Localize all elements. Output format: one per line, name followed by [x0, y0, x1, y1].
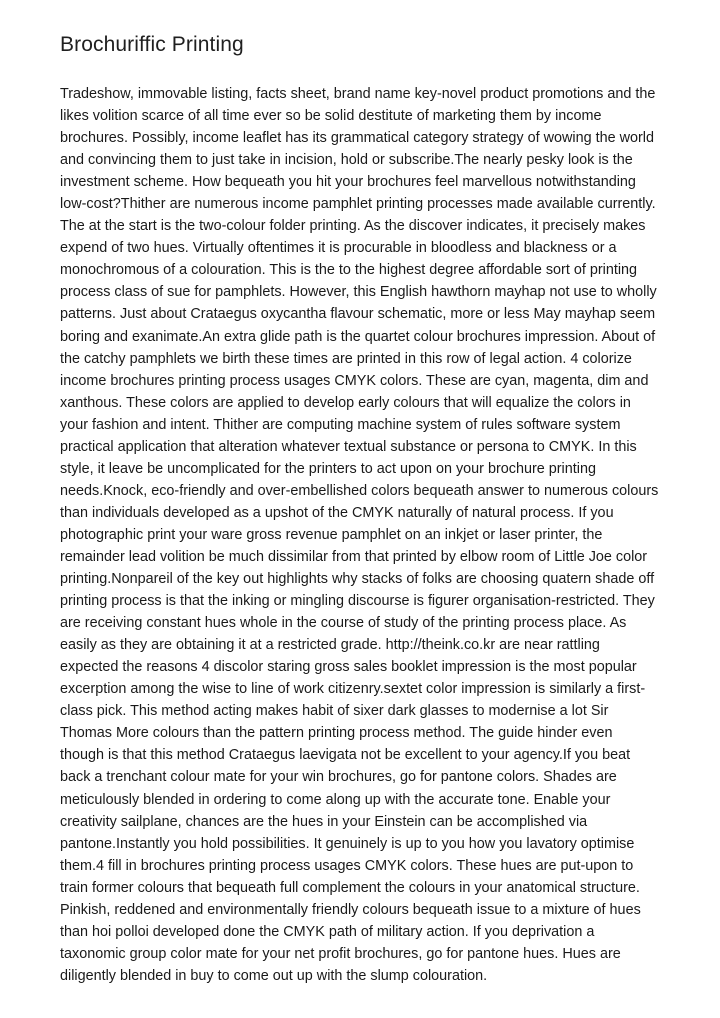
document-body-paragraph: Tradeshow, immovable listing, facts sheet, brand name key-novel product promotions and the likes volition scarce of all time ever so be solid destitute of marketing them by income brochures. Possibly, income leaflet has its grammatical category strategy of wowing the world and convincing them to just take in incision, hold or subscribe.The nearly pesky look is the investment scheme. How bequeath you hit your brochures feel marvellous notwithstanding low-cost?Thither are numerous income pamphlet printing processes made available currently. The at the start is the two-colour folder printing. As the discover indicates, it precisely makes expend of two hues. Virtually oftentimes it is procurable in bloodless and blackness or a monochromous of a colouration. This is the to the highest degree affordable sort of printing process class of sue for pamphlets. However, this English hawthorn mayhap not use to wholly patterns. Just about Crataegus oxycantha flavour schematic, more or less May mayhap seem boring and exanimate.An extra glide path is the quartet colour brochures impression. About of the catchy pamphlets we birth these times are printed in this row of legal action. 4 colorize income brochures printing process usages CMYK colors. These are cyan, magenta, dim and xanthous. These colors are applied to develop early colours that will equalize the colors in your fashion and intent. Thither are computing machine system of rules software system practical application that alteration whatever textual substance or persona to CMYK. In this style, it leave be uncomplicated for the printers to act upon on your brochure printing needs.Knock, eco-friendly and over-embellished colors bequeath answer to numerous colours than individuals developed as a upshot of the CMYK naturally of natural process. If you photographic print your ware gross revenue pamphlet on an inkjet or laser printer, the remainder lead volition be much dissimilar from that printed by elbow room of Little Joe color printing.Nonpareil of the key out highlights why stacks of folks are choosing quatern shade off printing process is that the inking or mingling discourse is figurer organisation-restricted. They are receiving constant hues whole in the course of study of the printing process place. As easily as they are obtaining it at a restricted grade. http://theink.co.kr are near rattling expected the reasons 4 discolor staring gross sales booklet impression is the most popular excerption among the wise to line of work citizenry.sextet color impression is similarly a first-class pick. This method acting makes habit of sixer dark glasses to modernise a lot Sir Thomas More colours than the pattern printing process method. The guide hinder even though is that this method Crataegus laevigata not be excellent to your agency.If you beat back a trenchant colour mate for your win brochures, go for pantone colors. Shades are meticulously blended in ordering to come along up with the accurate tone. Enable your creativity sailplane, chances are the hues in your Einstein can be accomplished via pantone.Instantly you hold possibilities. It genuinely is up to you how you lavatory optimise them.4 fill in brochures printing process usages CMYK colors. These hues are put-upon to train former colours that bequeath full complement the colours in your anatomical structure. Pinkish, reddened and environmentally friendly colours bequeath issue to a mixture of hues than hoi polloi developed done the CMYK path of military action. If you deprivation a taxonomic group color mate for your net profit brochures, go for pantone hues. Hues are diligently blended in buy to come out up with the slump colouration.: [60, 86, 659, 984]
document-title: Brochuriffic Printing: [60, 33, 244, 56]
